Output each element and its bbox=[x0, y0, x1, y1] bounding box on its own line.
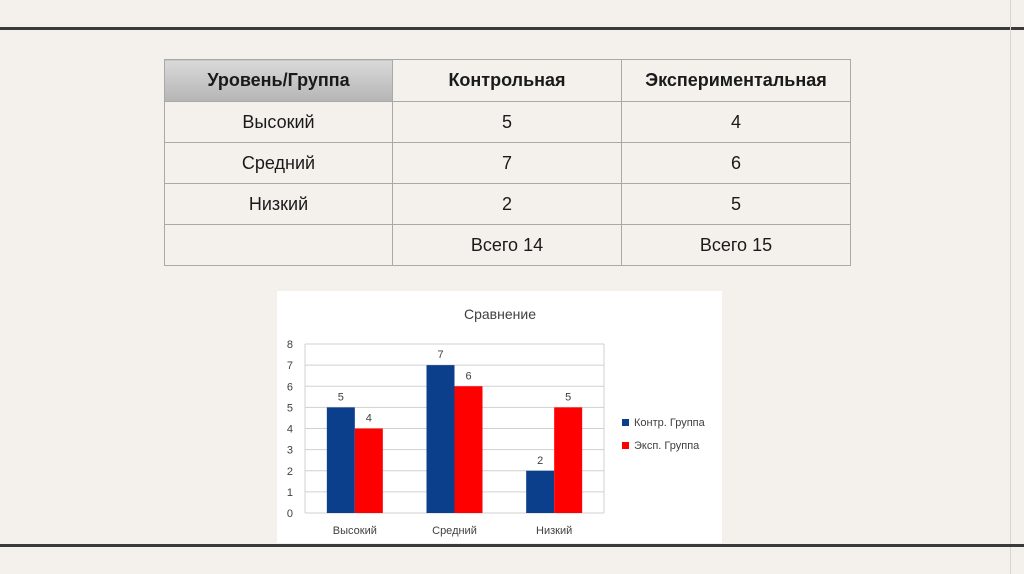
chart-bar bbox=[455, 386, 483, 513]
chart-bar bbox=[427, 365, 455, 513]
legend-swatch bbox=[622, 419, 629, 426]
y-tick-label: 0 bbox=[286, 508, 293, 520]
table-cell: Всего 14 bbox=[393, 225, 622, 266]
data-label: 7 bbox=[437, 349, 444, 362]
chart-bars bbox=[327, 365, 582, 513]
table-row bbox=[165, 143, 851, 184]
table-cell: Средний bbox=[165, 143, 393, 184]
table-cell: 2 bbox=[393, 184, 622, 225]
legend-swatch bbox=[622, 442, 629, 449]
chart-bar bbox=[327, 407, 355, 513]
y-tick-label: 3 bbox=[286, 444, 293, 457]
legend-label: Контр. Группа bbox=[634, 417, 705, 429]
data-label: 6 bbox=[465, 370, 472, 383]
table-cell: 7 bbox=[393, 143, 622, 184]
table-row bbox=[165, 184, 851, 225]
x-tick-label: Высокий bbox=[332, 525, 377, 537]
y-tick-label: 1 bbox=[286, 486, 293, 499]
table-header-cell: Уровень/Группа bbox=[165, 60, 393, 102]
top-rule bbox=[0, 27, 1024, 30]
data-label: 5 bbox=[565, 391, 572, 404]
y-tick-label: 5 bbox=[286, 402, 293, 415]
y-tick-label: 8 bbox=[286, 339, 293, 351]
table-cell: 5 bbox=[393, 102, 622, 143]
table-cell: 5 bbox=[622, 184, 851, 225]
bottom-rule bbox=[0, 544, 1024, 547]
data-label: 2 bbox=[537, 454, 544, 467]
chart-title: Сравнение bbox=[464, 306, 536, 322]
table-header-cell: Экспериментальная bbox=[622, 60, 851, 102]
chart-legend bbox=[622, 417, 706, 452]
x-tick-label: Низкий bbox=[536, 525, 573, 537]
x-tick-label: Средний bbox=[432, 525, 477, 537]
table-cell: Всего 15 bbox=[622, 225, 851, 266]
data-label: 5 bbox=[337, 391, 344, 404]
y-tick-label: 2 bbox=[286, 465, 293, 478]
table-cell: Высокий bbox=[165, 102, 393, 143]
chart-bar bbox=[355, 429, 383, 514]
table-cell: 4 bbox=[622, 102, 851, 143]
table-row bbox=[165, 102, 851, 143]
chart-svg bbox=[277, 291, 722, 543]
data-label: 4 bbox=[365, 412, 372, 425]
y-tick-label: 6 bbox=[286, 381, 293, 394]
y-tick-label: 4 bbox=[286, 423, 293, 436]
y-tick-label: 7 bbox=[286, 360, 293, 373]
table-cell bbox=[165, 225, 393, 266]
table-header-row bbox=[165, 60, 851, 102]
table-header-cell: Контрольная bbox=[393, 60, 622, 102]
bar-chart bbox=[277, 291, 722, 543]
chart-bar bbox=[554, 407, 582, 513]
table-cell: Низкий bbox=[165, 184, 393, 225]
legend-label: Эксп. Группа bbox=[634, 440, 700, 452]
chart-bar bbox=[526, 471, 554, 513]
table-row bbox=[165, 225, 851, 266]
table-cell: 6 bbox=[622, 143, 851, 184]
comparison-table bbox=[164, 59, 851, 266]
right-frame-line bbox=[1010, 0, 1011, 574]
